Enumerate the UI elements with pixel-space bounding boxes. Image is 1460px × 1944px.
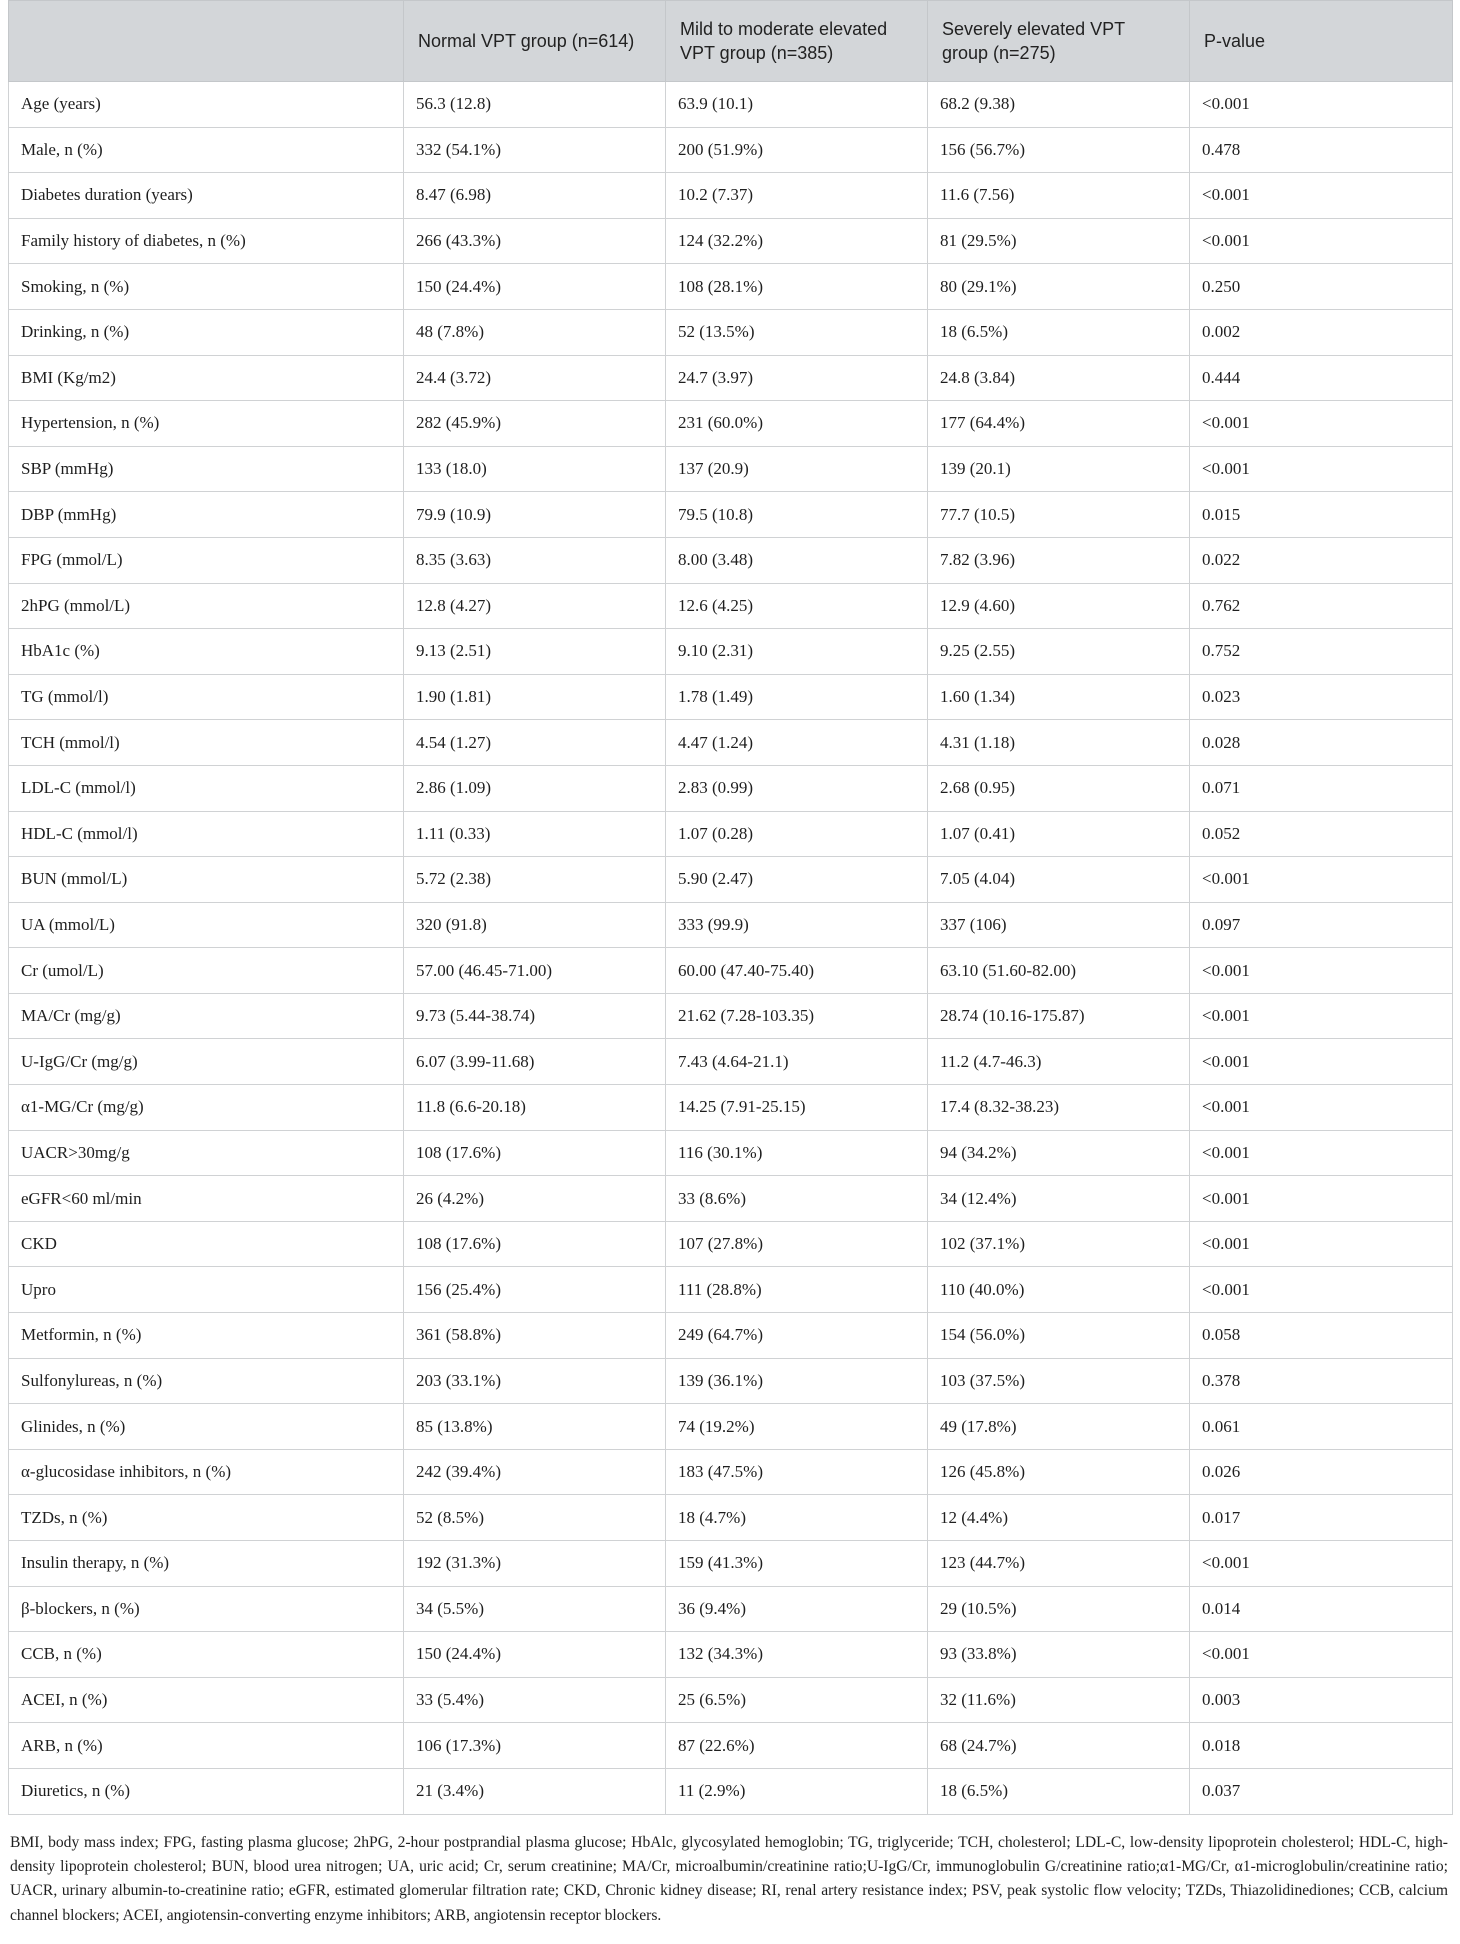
p-value: 0.052 — [1190, 811, 1453, 857]
p-value: <0.001 — [1190, 401, 1453, 447]
mild-moderate-vpt-value: 9.10 (2.31) — [666, 629, 928, 675]
mild-moderate-vpt-value: 137 (20.9) — [666, 446, 928, 492]
table-row — [9, 1358, 1453, 1404]
variable-label: SBP (mmHg) — [9, 446, 404, 492]
mild-moderate-vpt-value: 200 (51.9%) — [666, 127, 928, 173]
mild-moderate-vpt-value: 107 (27.8%) — [666, 1221, 928, 1267]
severe-vpt-value: 68 (24.7%) — [928, 1723, 1190, 1769]
severe-vpt-value: 17.4 (8.32-38.23) — [928, 1085, 1190, 1131]
normal-vpt-value: 133 (18.0) — [404, 446, 666, 492]
severe-vpt-value: 11.6 (7.56) — [928, 173, 1190, 219]
severe-vpt-value: 34 (12.4%) — [928, 1176, 1190, 1222]
p-value: 0.023 — [1190, 674, 1453, 720]
mild-moderate-vpt-value: 36 (9.4%) — [666, 1586, 928, 1632]
normal-vpt-value: 8.47 (6.98) — [404, 173, 666, 219]
severe-vpt-value: 110 (40.0%) — [928, 1267, 1190, 1313]
mild-moderate-vpt-value: 11 (2.9%) — [666, 1768, 928, 1814]
severe-vpt-value: 337 (106) — [928, 902, 1190, 948]
p-value: 0.018 — [1190, 1723, 1453, 1769]
table-row — [9, 446, 1453, 492]
variable-label: UACR>30mg/g — [9, 1130, 404, 1176]
table-row — [9, 401, 1453, 447]
normal-vpt-value: 11.8 (6.6-20.18) — [404, 1085, 666, 1131]
normal-vpt-value: 5.72 (2.38) — [404, 857, 666, 903]
severe-vpt-value: 49 (17.8%) — [928, 1404, 1190, 1450]
variable-label: LDL-C (mmol/l) — [9, 765, 404, 811]
p-value: <0.001 — [1190, 1039, 1453, 1085]
table-footnote: BMI, body mass index; FPG, fasting plasma glucose; 2hPG, 2-hour postprandial plasma glucose; HbAlc, glycosylated hemoglobin; TG, triglyceride; TCH, cholesterol; LDL-C, low-density lipoprotein cholesterol; HDL-C, high-density lipoprotein cholesterol; BUN, blood urea nitrogen; UA, uric acid; Cr, serum creatinine; MA/Cr, microalbumin/creatinine ratio;U-IgG/Cr, immunoglobulin G/creatinine ratio;α1-MG/Cr, α1-microglobulin/creatinine ratio; UACR, urinary albumin-to-creatinine ratio; eGFR, estimated glomerular filtration rate; CKD, Chronic kidney disease; RI, renal artery resistance index; PSV, peak systolic flow velocity; TZDs, Thiazolidinediones; CCB, calcium channel blockers; ACEI, angiotensin-converting enzyme inhibitors; ARB, angiotensin receptor blockers. — [10, 1833, 1448, 1924]
table-body — [9, 82, 1453, 1815]
table-row — [9, 1677, 1453, 1723]
table-row — [9, 993, 1453, 1039]
variable-label: HbA1c (%) — [9, 629, 404, 675]
table-row — [9, 720, 1453, 766]
severe-vpt-value: 7.82 (3.96) — [928, 537, 1190, 583]
table-row — [9, 1039, 1453, 1085]
p-value: 0.026 — [1190, 1449, 1453, 1495]
mild-moderate-vpt-value: 18 (4.7%) — [666, 1495, 928, 1541]
variable-label: Hypertension, n (%) — [9, 401, 404, 447]
severe-vpt-value: 123 (44.7%) — [928, 1541, 1190, 1587]
table-row — [9, 1085, 1453, 1131]
table-row — [9, 355, 1453, 401]
variable-label: Insulin therapy, n (%) — [9, 1541, 404, 1587]
variable-label: Diuretics, n (%) — [9, 1768, 404, 1814]
normal-vpt-value: 26 (4.2%) — [404, 1176, 666, 1222]
table-row — [9, 583, 1453, 629]
table-row — [9, 902, 1453, 948]
severe-vpt-value: 32 (11.6%) — [928, 1677, 1190, 1723]
severe-vpt-value: 68.2 (9.38) — [928, 82, 1190, 128]
normal-vpt-value: 56.3 (12.8) — [404, 82, 666, 128]
variable-label: Diabetes duration (years) — [9, 173, 404, 219]
p-value: <0.001 — [1190, 446, 1453, 492]
variable-label: Glinides, n (%) — [9, 1404, 404, 1450]
p-value: <0.001 — [1190, 1176, 1453, 1222]
table-row — [9, 537, 1453, 583]
p-value: <0.001 — [1190, 993, 1453, 1039]
table-row — [9, 264, 1453, 310]
normal-vpt-value: 8.35 (3.63) — [404, 537, 666, 583]
mild-moderate-vpt-value: 159 (41.3%) — [666, 1541, 928, 1587]
severe-vpt-value: 12.9 (4.60) — [928, 583, 1190, 629]
mild-moderate-vpt-value: 33 (8.6%) — [666, 1176, 928, 1222]
p-value: 0.752 — [1190, 629, 1453, 675]
table-header — [9, 1, 1453, 82]
table-row — [9, 948, 1453, 994]
table-row — [9, 1495, 1453, 1541]
table-row — [9, 1449, 1453, 1495]
severe-vpt-value: 9.25 (2.55) — [928, 629, 1190, 675]
p-value: <0.001 — [1190, 1632, 1453, 1678]
variable-label: Age (years) — [9, 82, 404, 128]
table-row — [9, 82, 1453, 128]
table-row — [9, 1221, 1453, 1267]
variable-label: FPG (mmol/L) — [9, 537, 404, 583]
variable-label: eGFR<60 ml/min — [9, 1176, 404, 1222]
p-value: 0.762 — [1190, 583, 1453, 629]
severe-vpt-value: 177 (64.4%) — [928, 401, 1190, 447]
normal-vpt-value: 266 (43.3%) — [404, 218, 666, 264]
severe-vpt-value: 24.8 (3.84) — [928, 355, 1190, 401]
severe-vpt-value: 139 (20.1) — [928, 446, 1190, 492]
variable-label: BUN (mmol/L) — [9, 857, 404, 903]
mild-moderate-vpt-value: 60.00 (47.40-75.40) — [666, 948, 928, 994]
severe-vpt-value: 94 (34.2%) — [928, 1130, 1190, 1176]
p-value: <0.001 — [1190, 1085, 1453, 1131]
normal-vpt-value: 9.13 (2.51) — [404, 629, 666, 675]
variable-label: Metformin, n (%) — [9, 1313, 404, 1359]
mild-moderate-vpt-value: 24.7 (3.97) — [666, 355, 928, 401]
normal-vpt-value: 48 (7.8%) — [404, 309, 666, 355]
normal-vpt-value: 282 (45.9%) — [404, 401, 666, 447]
severe-vpt-value: 103 (37.5%) — [928, 1358, 1190, 1404]
p-value: <0.001 — [1190, 218, 1453, 264]
p-value: 0.014 — [1190, 1586, 1453, 1632]
table-row — [9, 1586, 1453, 1632]
p-value: 0.444 — [1190, 355, 1453, 401]
variable-label: CCB, n (%) — [9, 1632, 404, 1678]
mild-moderate-vpt-value: 139 (36.1%) — [666, 1358, 928, 1404]
variable-label: Family history of diabetes, n (%) — [9, 218, 404, 264]
table-row — [9, 674, 1453, 720]
mild-moderate-vpt-value: 249 (64.7%) — [666, 1313, 928, 1359]
normal-vpt-value: 332 (54.1%) — [404, 127, 666, 173]
normal-vpt-value: 1.90 (1.81) — [404, 674, 666, 720]
header-cell-mild-moderate-vpt: Mild to moderate elevated VPT group (n=385) — [666, 1, 928, 82]
table-row — [9, 765, 1453, 811]
variable-label: Cr (umol/L) — [9, 948, 404, 994]
table-row — [9, 1768, 1453, 1814]
mild-moderate-vpt-value: 183 (47.5%) — [666, 1449, 928, 1495]
variable-label: DBP (mmHg) — [9, 492, 404, 538]
document-page — [8, 0, 1452, 1944]
severe-vpt-value: 28.74 (10.16-175.87) — [928, 993, 1190, 1039]
normal-vpt-value: 150 (24.4%) — [404, 264, 666, 310]
severe-vpt-value: 81 (29.5%) — [928, 218, 1190, 264]
normal-vpt-value: 34 (5.5%) — [404, 1586, 666, 1632]
severe-vpt-value: 2.68 (0.95) — [928, 765, 1190, 811]
normal-vpt-value: 320 (91.8) — [404, 902, 666, 948]
table-row — [9, 811, 1453, 857]
normal-vpt-value: 85 (13.8%) — [404, 1404, 666, 1450]
normal-vpt-value: 79.9 (10.9) — [404, 492, 666, 538]
variable-label: Sulfonylureas, n (%) — [9, 1358, 404, 1404]
normal-vpt-value: 52 (8.5%) — [404, 1495, 666, 1541]
variable-label: α1-MG/Cr (mg/g) — [9, 1085, 404, 1131]
mild-moderate-vpt-value: 14.25 (7.91-25.15) — [666, 1085, 928, 1131]
p-value: <0.001 — [1190, 1221, 1453, 1267]
mild-moderate-vpt-value: 63.9 (10.1) — [666, 82, 928, 128]
p-value: 0.022 — [1190, 537, 1453, 583]
p-value: <0.001 — [1190, 948, 1453, 994]
severe-vpt-value: 126 (45.8%) — [928, 1449, 1190, 1495]
p-value: 0.250 — [1190, 264, 1453, 310]
header-cell-severe-vpt: Severely elevated VPT group (n=275) — [928, 1, 1190, 82]
mild-moderate-vpt-value: 231 (60.0%) — [666, 401, 928, 447]
variable-label: Upro — [9, 1267, 404, 1313]
mild-moderate-vpt-value: 116 (30.1%) — [666, 1130, 928, 1176]
p-value: 0.015 — [1190, 492, 1453, 538]
normal-vpt-value: 242 (39.4%) — [404, 1449, 666, 1495]
p-value: 0.058 — [1190, 1313, 1453, 1359]
variable-label: β-blockers, n (%) — [9, 1586, 404, 1632]
p-value: 0.017 — [1190, 1495, 1453, 1541]
variable-label: Drinking, n (%) — [9, 309, 404, 355]
table-row — [9, 629, 1453, 675]
mild-moderate-vpt-value: 74 (19.2%) — [666, 1404, 928, 1450]
p-value: 0.061 — [1190, 1404, 1453, 1450]
normal-vpt-value: 203 (33.1%) — [404, 1358, 666, 1404]
mild-moderate-vpt-value: 333 (99.9) — [666, 902, 928, 948]
mild-moderate-vpt-value: 5.90 (2.47) — [666, 857, 928, 903]
mild-moderate-vpt-value: 8.00 (3.48) — [666, 537, 928, 583]
p-value: <0.001 — [1190, 1267, 1453, 1313]
table-row — [9, 1313, 1453, 1359]
variable-label: ACEI, n (%) — [9, 1677, 404, 1723]
header-row — [9, 1, 1453, 82]
mild-moderate-vpt-value: 87 (22.6%) — [666, 1723, 928, 1769]
severe-vpt-value: 156 (56.7%) — [928, 127, 1190, 173]
p-value: <0.001 — [1190, 1130, 1453, 1176]
mild-moderate-vpt-value: 25 (6.5%) — [666, 1677, 928, 1723]
severe-vpt-value: 12 (4.4%) — [928, 1495, 1190, 1541]
variable-label: CKD — [9, 1221, 404, 1267]
mild-moderate-vpt-value: 132 (34.3%) — [666, 1632, 928, 1678]
baseline-characteristics-table — [8, 0, 1453, 1815]
severe-vpt-value: 102 (37.1%) — [928, 1221, 1190, 1267]
normal-vpt-value: 4.54 (1.27) — [404, 720, 666, 766]
normal-vpt-value: 6.07 (3.99-11.68) — [404, 1039, 666, 1085]
table-row — [9, 1176, 1453, 1222]
mild-moderate-vpt-value: 111 (28.8%) — [666, 1267, 928, 1313]
normal-vpt-value: 1.11 (0.33) — [404, 811, 666, 857]
p-value: 0.002 — [1190, 309, 1453, 355]
variable-label: 2hPG (mmol/L) — [9, 583, 404, 629]
normal-vpt-value: 108 (17.6%) — [404, 1130, 666, 1176]
severe-vpt-value: 80 (29.1%) — [928, 264, 1190, 310]
table-row — [9, 218, 1453, 264]
variable-label: ARB, n (%) — [9, 1723, 404, 1769]
p-value: <0.001 — [1190, 173, 1453, 219]
mild-moderate-vpt-value: 1.07 (0.28) — [666, 811, 928, 857]
p-value: 0.037 — [1190, 1768, 1453, 1814]
normal-vpt-value: 361 (58.8%) — [404, 1313, 666, 1359]
variable-label: TG (mmol/l) — [9, 674, 404, 720]
variable-label: HDL-C (mmol/l) — [9, 811, 404, 857]
variable-label: U-IgG/Cr (mg/g) — [9, 1039, 404, 1085]
normal-vpt-value: 156 (25.4%) — [404, 1267, 666, 1313]
header-cell-variable — [9, 1, 404, 82]
normal-vpt-value: 57.00 (46.45-71.00) — [404, 948, 666, 994]
mild-moderate-vpt-value: 21.62 (7.28-103.35) — [666, 993, 928, 1039]
table-row — [9, 309, 1453, 355]
variable-label: TZDs, n (%) — [9, 1495, 404, 1541]
severe-vpt-value: 4.31 (1.18) — [928, 720, 1190, 766]
severe-vpt-value: 18 (6.5%) — [928, 1768, 1190, 1814]
mild-moderate-vpt-value: 52 (13.5%) — [666, 309, 928, 355]
mild-moderate-vpt-value: 10.2 (7.37) — [666, 173, 928, 219]
severe-vpt-value: 1.07 (0.41) — [928, 811, 1190, 857]
p-value: 0.378 — [1190, 1358, 1453, 1404]
table-row — [9, 1632, 1453, 1678]
normal-vpt-value: 12.8 (4.27) — [404, 583, 666, 629]
severe-vpt-value: 63.10 (51.60-82.00) — [928, 948, 1190, 994]
p-value: 0.478 — [1190, 127, 1453, 173]
table-row — [9, 173, 1453, 219]
table-row — [9, 1723, 1453, 1769]
severe-vpt-value: 1.60 (1.34) — [928, 674, 1190, 720]
severe-vpt-value: 154 (56.0%) — [928, 1313, 1190, 1359]
severe-vpt-value: 7.05 (4.04) — [928, 857, 1190, 903]
table-row — [9, 492, 1453, 538]
normal-vpt-value: 33 (5.4%) — [404, 1677, 666, 1723]
table-row — [9, 127, 1453, 173]
severe-vpt-value: 77.7 (10.5) — [928, 492, 1190, 538]
p-value: <0.001 — [1190, 82, 1453, 128]
variable-label: UA (mmol/L) — [9, 902, 404, 948]
header-cell-p-value: P-value — [1190, 1, 1453, 82]
mild-moderate-vpt-value: 124 (32.2%) — [666, 218, 928, 264]
p-value: 0.071 — [1190, 765, 1453, 811]
variable-label: BMI (Kg/m2) — [9, 355, 404, 401]
header-cell-normal-vpt: Normal VPT group (n=614) — [404, 1, 666, 82]
variable-label: MA/Cr (mg/g) — [9, 993, 404, 1039]
normal-vpt-value: 9.73 (5.44-38.74) — [404, 993, 666, 1039]
normal-vpt-value: 21 (3.4%) — [404, 1768, 666, 1814]
normal-vpt-value: 108 (17.6%) — [404, 1221, 666, 1267]
normal-vpt-value: 106 (17.3%) — [404, 1723, 666, 1769]
p-value: 0.028 — [1190, 720, 1453, 766]
table-row — [9, 857, 1453, 903]
p-value: <0.001 — [1190, 1541, 1453, 1587]
normal-vpt-value: 150 (24.4%) — [404, 1632, 666, 1678]
mild-moderate-vpt-value: 2.83 (0.99) — [666, 765, 928, 811]
variable-label: Male, n (%) — [9, 127, 404, 173]
table-row — [9, 1404, 1453, 1450]
table-row — [9, 1130, 1453, 1176]
mild-moderate-vpt-value: 12.6 (4.25) — [666, 583, 928, 629]
variable-label: α-glucosidase inhibitors, n (%) — [9, 1449, 404, 1495]
mild-moderate-vpt-value: 1.78 (1.49) — [666, 674, 928, 720]
mild-moderate-vpt-value: 79.5 (10.8) — [666, 492, 928, 538]
p-value: 0.097 — [1190, 902, 1453, 948]
normal-vpt-value: 192 (31.3%) — [404, 1541, 666, 1587]
p-value: 0.003 — [1190, 1677, 1453, 1723]
severe-vpt-value: 18 (6.5%) — [928, 309, 1190, 355]
normal-vpt-value: 24.4 (3.72) — [404, 355, 666, 401]
severe-vpt-value: 93 (33.8%) — [928, 1632, 1190, 1678]
mild-moderate-vpt-value: 108 (28.1%) — [666, 264, 928, 310]
variable-label: Smoking, n (%) — [9, 264, 404, 310]
table-row — [9, 1541, 1453, 1587]
table-row — [9, 1267, 1453, 1313]
variable-label: TCH (mmol/l) — [9, 720, 404, 766]
mild-moderate-vpt-value: 4.47 (1.24) — [666, 720, 928, 766]
severe-vpt-value: 11.2 (4.7-46.3) — [928, 1039, 1190, 1085]
mild-moderate-vpt-value: 7.43 (4.64-21.1) — [666, 1039, 928, 1085]
p-value: <0.001 — [1190, 857, 1453, 903]
normal-vpt-value: 2.86 (1.09) — [404, 765, 666, 811]
severe-vpt-value: 29 (10.5%) — [928, 1586, 1190, 1632]
